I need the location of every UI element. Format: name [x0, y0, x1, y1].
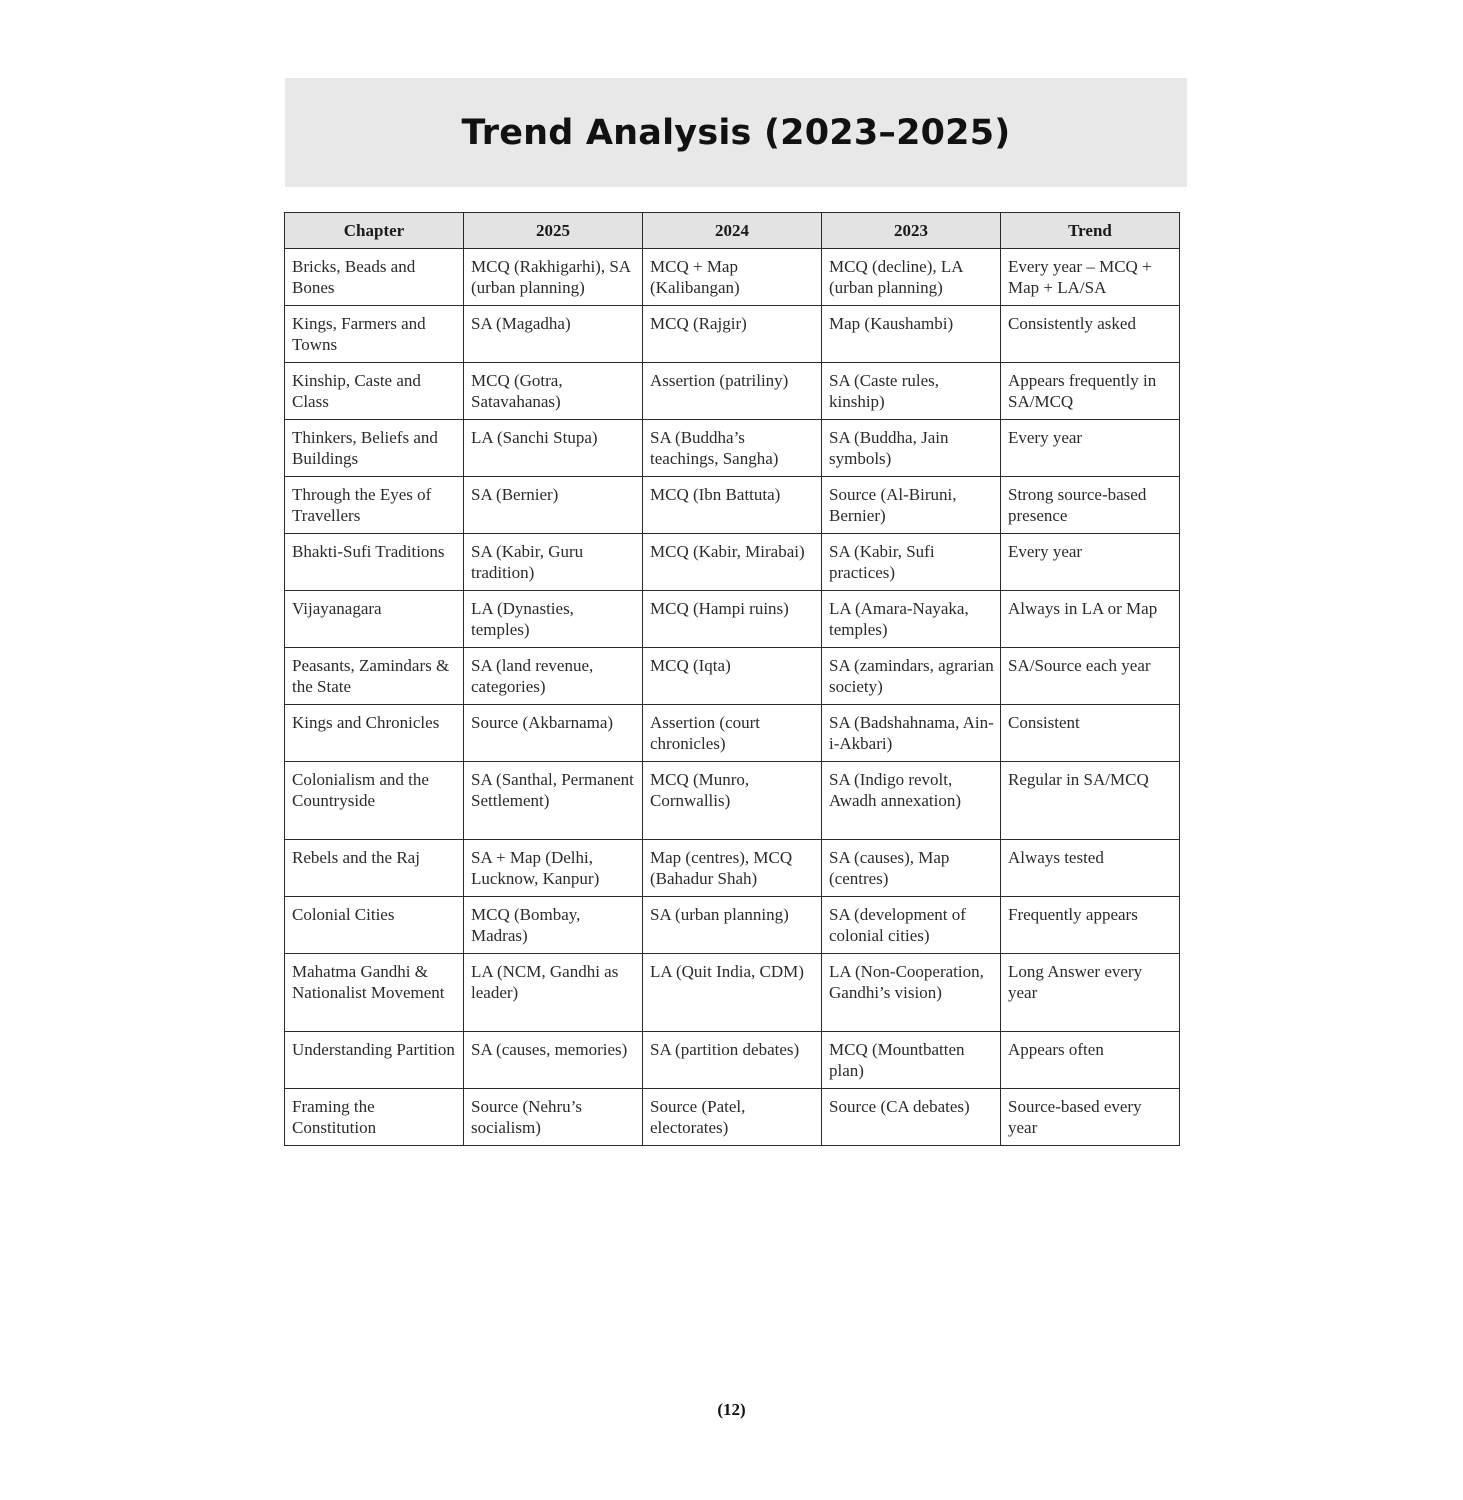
cell-2023: SA (Kabir, Sufi practices) — [822, 534, 1001, 591]
cell-2025: LA (Sanchi Stupa) — [464, 420, 643, 477]
cell-trend: Source-based every year — [1001, 1089, 1180, 1146]
cell-2024: SA (partition debates) — [643, 1032, 822, 1089]
cell-chapter: Understanding Partition — [285, 1032, 464, 1089]
cell-chapter: Kinship, Caste and Class — [285, 363, 464, 420]
cell-2023: MCQ (Mountbatten plan) — [822, 1032, 1001, 1089]
cell-2024: MCQ (Hampi ruins) — [643, 591, 822, 648]
column-header-trend: Trend — [1001, 213, 1180, 249]
cell-2024: MCQ (Iqta) — [643, 648, 822, 705]
cell-2024: SA (Buddha’s teachings, Sangha) — [643, 420, 822, 477]
cell-2025: MCQ (Rakhigarhi), SA (urban planning) — [464, 249, 643, 306]
cell-2025: MCQ (Bombay, Madras) — [464, 897, 643, 954]
cell-trend: Every year — [1001, 534, 1180, 591]
cell-2024: MCQ (Rajgir) — [643, 306, 822, 363]
table-row — [285, 705, 1180, 762]
cell-2023: SA (Badshahnama, Ain-i-Akbari) — [822, 705, 1001, 762]
cell-trend: Long Answer every year — [1001, 954, 1180, 1032]
column-header-2024: 2024 — [643, 213, 822, 249]
cell-trend: Regular in SA/MCQ — [1001, 762, 1180, 840]
table-row — [285, 897, 1180, 954]
cell-chapter: Mahatma Gandhi & Nationalist Movement — [285, 954, 464, 1032]
cell-2024: Map (centres), MCQ (Bahadur Shah) — [643, 840, 822, 897]
cell-chapter: Colonialism and the Countryside — [285, 762, 464, 840]
column-header-2023: 2023 — [822, 213, 1001, 249]
column-header-chapter: Chapter — [285, 213, 464, 249]
cell-chapter: Peasants, Zamindars & the State — [285, 648, 464, 705]
cell-chapter: Bhakti-Sufi Traditions — [285, 534, 464, 591]
cell-2025: LA (Dynasties, temples) — [464, 591, 643, 648]
table-row — [285, 306, 1180, 363]
table-row — [285, 534, 1180, 591]
cell-chapter: Vijayanagara — [285, 591, 464, 648]
table-row — [285, 648, 1180, 705]
cell-trend: Frequently appears — [1001, 897, 1180, 954]
cell-2025: SA (land revenue, categories) — [464, 648, 643, 705]
trend-table — [284, 212, 1180, 1146]
cell-2024: MCQ (Kabir, Mirabai) — [643, 534, 822, 591]
cell-2025: Source (Nehru’s socialism) — [464, 1089, 643, 1146]
cell-2024: Source (Patel, electorates) — [643, 1089, 822, 1146]
table-row — [285, 840, 1180, 897]
cell-trend: Every year – MCQ + Map + LA/SA — [1001, 249, 1180, 306]
cell-trend: Every year — [1001, 420, 1180, 477]
cell-chapter: Through the Eyes of Travellers — [285, 477, 464, 534]
table-row — [285, 1089, 1180, 1146]
table-row — [285, 954, 1180, 1032]
table-row — [285, 363, 1180, 420]
cell-chapter: Colonial Cities — [285, 897, 464, 954]
cell-2024: MCQ + Map (Kalibangan) — [643, 249, 822, 306]
cell-trend: Consistent — [1001, 705, 1180, 762]
cell-2025: SA (Bernier) — [464, 477, 643, 534]
table-row — [285, 249, 1180, 306]
cell-chapter: Thinkers, Beliefs and Buildings — [285, 420, 464, 477]
cell-2023: SA (zamindars, agrarian society) — [822, 648, 1001, 705]
cell-chapter: Bricks, Beads and Bones — [285, 249, 464, 306]
cell-2023: LA (Non-Cooperation, Gandhi’s vision) — [822, 954, 1001, 1032]
cell-2023: SA (Caste rules, kinship) — [822, 363, 1001, 420]
table-row — [285, 762, 1180, 840]
cell-2025: LA (NCM, Gandhi as leader) — [464, 954, 643, 1032]
cell-trend: Always in LA or Map — [1001, 591, 1180, 648]
cell-2023: Map (Kaushambi) — [822, 306, 1001, 363]
table-row — [285, 1032, 1180, 1089]
cell-trend: Appears frequently in SA/MCQ — [1001, 363, 1180, 420]
title-band — [285, 78, 1187, 187]
cell-2025: SA (Santhal, Permanent Settlement) — [464, 762, 643, 840]
cell-2025: SA (Kabir, Guru tradition) — [464, 534, 643, 591]
cell-2023: SA (development of colonial cities) — [822, 897, 1001, 954]
cell-2024: LA (Quit India, CDM) — [643, 954, 822, 1032]
cell-2023: SA (Buddha, Jain symbols) — [822, 420, 1001, 477]
page-number: (12) — [717, 1400, 746, 1419]
cell-chapter: Framing the Constitution — [285, 1089, 464, 1146]
cell-trend: Consistently asked — [1001, 306, 1180, 363]
cell-2024: Assertion (court chronicles) — [643, 705, 822, 762]
cell-trend: Appears often — [1001, 1032, 1180, 1089]
table-row — [285, 420, 1180, 477]
cell-chapter: Kings, Farmers and Towns — [285, 306, 464, 363]
cell-2025: MCQ (Gotra, Satavahanas) — [464, 363, 643, 420]
cell-2025: Source (Akbarnama) — [464, 705, 643, 762]
cell-2024: Assertion (patriliny) — [643, 363, 822, 420]
cell-2025: SA (Magadha) — [464, 306, 643, 363]
cell-trend: Strong source-based presence — [1001, 477, 1180, 534]
cell-chapter: Kings and Chronicles — [285, 705, 464, 762]
cell-2025: SA (causes, memories) — [464, 1032, 643, 1089]
table-row — [285, 591, 1180, 648]
cell-2024: MCQ (Ibn Battuta) — [643, 477, 822, 534]
table-row — [285, 477, 1180, 534]
cell-2024: MCQ (Munro, Cornwallis) — [643, 762, 822, 840]
cell-chapter: Rebels and the Raj — [285, 840, 464, 897]
cell-2025: SA + Map (Delhi, Lucknow, Kanpur) — [464, 840, 643, 897]
page-title: Trend Analysis (2023–2025) — [461, 112, 1011, 153]
cell-trend: SA/Source each year — [1001, 648, 1180, 705]
cell-2023: MCQ (decline), LA (urban planning) — [822, 249, 1001, 306]
cell-2023: SA (causes), Map (centres) — [822, 840, 1001, 897]
table-header-row — [285, 213, 1180, 249]
cell-2023: SA (Indigo revolt, Awadh annexation) — [822, 762, 1001, 840]
cell-2024: SA (urban planning) — [643, 897, 822, 954]
cell-2023: Source (Al-Biruni, Bernier) — [822, 477, 1001, 534]
cell-2023: LA (Amara-Nayaka, temples) — [822, 591, 1001, 648]
cell-trend: Always tested — [1001, 840, 1180, 897]
cell-2023: Source (CA debates) — [822, 1089, 1001, 1146]
column-header-2025: 2025 — [464, 213, 643, 249]
